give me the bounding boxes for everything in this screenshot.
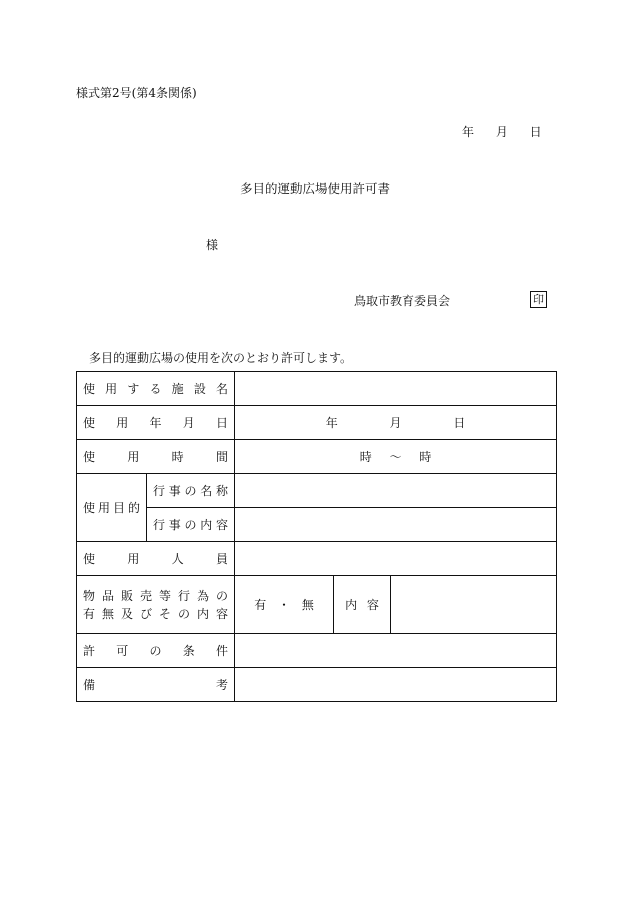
time-value-cell[interactable]: 時 ～ 時 bbox=[235, 440, 557, 474]
sales-value-cell bbox=[235, 576, 557, 634]
table-row bbox=[77, 440, 557, 474]
table-row bbox=[77, 372, 557, 406]
table-row bbox=[77, 508, 557, 542]
table-row bbox=[77, 474, 557, 508]
intro-text: 多目的運動広場の使用を次のとおり許可します。 bbox=[89, 351, 353, 365]
table-row bbox=[77, 576, 557, 634]
sales-content-label: 内 容 bbox=[334, 576, 391, 633]
permit-table bbox=[76, 371, 557, 702]
remarks-label: 備考 bbox=[77, 668, 235, 702]
event-name-label: 行事の名称 bbox=[147, 474, 235, 508]
table-row bbox=[77, 542, 557, 576]
table-row bbox=[77, 406, 557, 440]
recipient-suffix: 様 bbox=[206, 238, 219, 252]
event-content-label: 行事の内容 bbox=[147, 508, 235, 542]
sales-label-line2: 有無及びその内容 bbox=[83, 606, 229, 621]
facility-label: 使用する施設名 bbox=[77, 372, 235, 406]
sales-content-value-cell[interactable] bbox=[391, 576, 556, 633]
date-value-cell[interactable]: 年 月 日 bbox=[235, 406, 557, 440]
issuer-name: 鳥取市教育委員会 bbox=[354, 294, 451, 308]
conditions-label: 許可の条件 bbox=[77, 634, 235, 668]
table-row bbox=[77, 668, 557, 702]
sales-label bbox=[77, 576, 235, 634]
document-title: 多目的運動広場使用許可書 bbox=[239, 181, 390, 196]
seal-stamp: 印 bbox=[530, 291, 547, 308]
time-label: 使用時間 bbox=[77, 440, 235, 474]
users-value-cell[interactable] bbox=[235, 542, 557, 576]
sales-yes-no[interactable]: 有 ・ 無 bbox=[235, 576, 334, 633]
table-row bbox=[77, 634, 557, 668]
remarks-value-cell[interactable] bbox=[235, 668, 557, 702]
facility-value-cell[interactable] bbox=[235, 372, 557, 406]
date-label: 使用年月日 bbox=[77, 406, 235, 440]
event-name-value-cell[interactable] bbox=[235, 474, 557, 508]
issue-date-line: 年 月 日 bbox=[462, 125, 542, 139]
form-number: 様式第2号(第4条関係) bbox=[76, 86, 197, 100]
users-label: 使用人員 bbox=[77, 542, 235, 576]
event-content-value-cell[interactable] bbox=[235, 508, 557, 542]
sales-label-line1: 物品販売等行為の bbox=[83, 588, 229, 603]
conditions-value-cell[interactable] bbox=[235, 634, 557, 668]
purpose-label: 使用目的 bbox=[77, 474, 147, 542]
